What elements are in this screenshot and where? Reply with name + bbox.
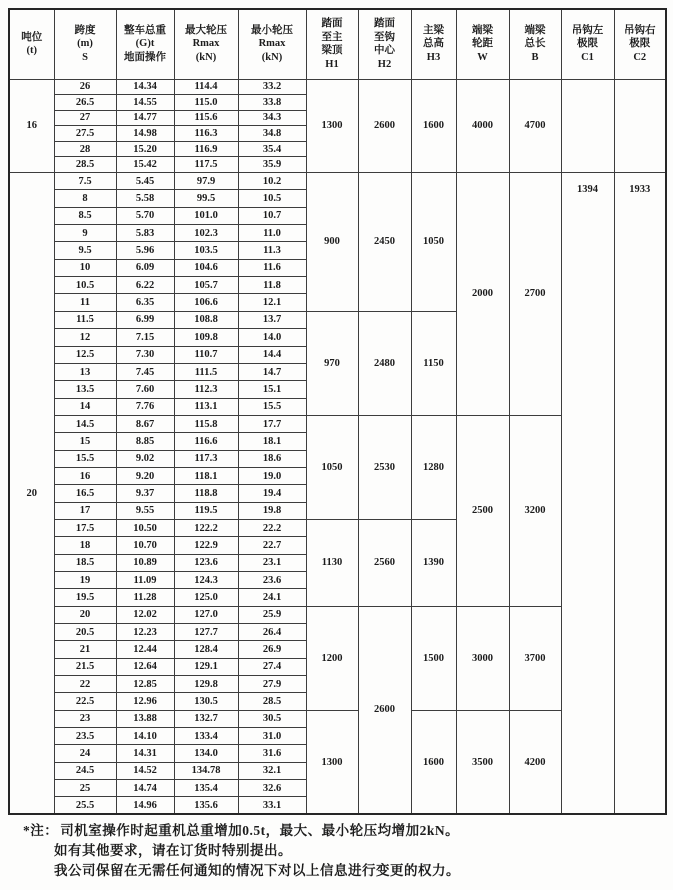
spec-cell: 16.5 <box>54 485 116 502</box>
spec-cell: 10.2 <box>238 173 306 190</box>
spec-cell: 10.70 <box>116 537 174 554</box>
spec-cell: 4200 <box>509 710 561 814</box>
spec-cell: 116.3 <box>174 126 238 142</box>
spec-cell: 10.50 <box>116 519 174 536</box>
spec-cell: 14.77 <box>116 110 174 126</box>
spec-cell: 9.5 <box>54 242 116 259</box>
spec-cell: 1600 <box>411 79 456 173</box>
table-body <box>9 79 666 814</box>
spec-cell: 124.3 <box>174 571 238 588</box>
spec-cell: 27.4 <box>238 658 306 675</box>
footnote-line-1 <box>23 821 460 841</box>
spec-cell: 12.02 <box>116 606 174 623</box>
spec-cell: 15.5 <box>54 450 116 467</box>
spec-cell: 1130 <box>306 519 358 606</box>
spec-cell: 18.1 <box>238 433 306 450</box>
spec-cell: 13.7 <box>238 311 306 328</box>
spec-cell: 12 <box>54 329 116 346</box>
spec-cell: 127.0 <box>174 606 238 623</box>
spec-cell: 113.1 <box>174 398 238 415</box>
spec-cell: 129.8 <box>174 676 238 693</box>
spec-cell: 122.9 <box>174 537 238 554</box>
spec-cell: 22.5 <box>54 693 116 710</box>
footnote-line-3: 我公司保留在无需任何通知的情况下对以上信息进行变更的权力。 <box>54 863 460 878</box>
spec-cell: 111.5 <box>174 363 238 380</box>
spec-cell: 7.30 <box>116 346 174 363</box>
table-row <box>9 79 666 95</box>
spec-cell: 8.85 <box>116 433 174 450</box>
column-header-c2: 吊钩右 极限 C2 <box>614 9 666 79</box>
spec-cell: 1390 <box>411 519 456 606</box>
spec-cell: 102.3 <box>174 225 238 242</box>
spec-cell: 1500 <box>411 606 456 710</box>
spec-cell: 24.5 <box>54 762 116 779</box>
spec-cell: 119.5 <box>174 502 238 519</box>
spec-cell: 110.7 <box>174 346 238 363</box>
spec-cell: 134.0 <box>174 745 238 762</box>
spec-cell: 31.6 <box>238 745 306 762</box>
spec-cell: 26.9 <box>238 641 306 658</box>
footnote-line-2: 如有其他要求，请在订货时特别提出。 <box>54 843 292 858</box>
column-header-h2: 踏面 至钩 中心 H2 <box>358 9 411 79</box>
spec-cell: 14 <box>54 398 116 415</box>
spec-cell: 2000 <box>456 173 509 416</box>
spec-cell: 103.5 <box>174 242 238 259</box>
column-header-h3: 主梁 总高 H3 <box>411 9 456 79</box>
spec-cell: 34.8 <box>238 126 306 142</box>
spec-cell: 2600 <box>358 606 411 814</box>
spec-cell: 33.1 <box>238 797 306 814</box>
spec-cell: 9.20 <box>116 467 174 484</box>
spec-cell: 3000 <box>456 606 509 710</box>
spec-cell: 12.44 <box>116 641 174 658</box>
spec-cell: 104.6 <box>174 259 238 276</box>
footnote-text-1: 司机室操作时起重机总重增加0.5t，最大、最小轮压均增加2kN。 <box>60 823 460 838</box>
spec-cell: 133.4 <box>174 728 238 745</box>
column-header-b: 端梁 总长 B <box>509 9 561 79</box>
spec-cell: 12.1 <box>238 294 306 311</box>
spec-cell: 13 <box>54 363 116 380</box>
spec-cell: 32.1 <box>238 762 306 779</box>
spec-cell: 128.4 <box>174 641 238 658</box>
spec-cell: 129.1 <box>174 658 238 675</box>
column-header-h1: 踏面 至主 梁顶 H1 <box>306 9 358 79</box>
tonnage-cell: 20 <box>9 173 54 815</box>
spec-cell: 14.98 <box>116 126 174 142</box>
spec-cell: 28.5 <box>238 693 306 710</box>
spec-cell: 5.70 <box>116 207 174 224</box>
spec-cell: 122.2 <box>174 519 238 536</box>
spec-cell: 17.5 <box>54 519 116 536</box>
spec-cell: 6.09 <box>116 259 174 276</box>
column-header-total-weight: 整车总重 (G)t 地面操作 <box>116 9 174 79</box>
spec-cell: 14.7 <box>238 363 306 380</box>
spec-cell: 23.1 <box>238 554 306 571</box>
spec-cell: 14.74 <box>116 780 174 797</box>
spec-cell: 2700 <box>509 173 561 416</box>
spec-cell: 2600 <box>358 79 411 173</box>
spec-cell: 35.9 <box>238 157 306 173</box>
spec-cell: 14.5 <box>54 415 116 432</box>
spec-cell: 15.5 <box>238 398 306 415</box>
spec-cell: 116.6 <box>174 433 238 450</box>
spec-cell <box>614 79 666 173</box>
spec-cell: 1280 <box>411 415 456 519</box>
spec-cell: 14.0 <box>238 329 306 346</box>
spec-cell: 19 <box>54 571 116 588</box>
spec-cell: 134.78 <box>174 762 238 779</box>
spec-cell: 6.99 <box>116 311 174 328</box>
spec-cell: 30.5 <box>238 710 306 727</box>
spec-cell: 118.1 <box>174 467 238 484</box>
spec-cell: 4000 <box>456 79 509 173</box>
spec-cell: 18 <box>54 537 116 554</box>
spec-cell: 1300 <box>306 79 358 173</box>
footnote-prefix: *注： <box>23 823 59 838</box>
spec-cell: 14.96 <box>116 797 174 814</box>
spec-cell: 26 <box>54 79 116 95</box>
spec-cell: 9 <box>54 225 116 242</box>
spec-cell: 10 <box>54 259 116 276</box>
spec-cell: 13.5 <box>54 381 116 398</box>
spec-cell: 15.1 <box>238 381 306 398</box>
spec-cell: 109.8 <box>174 329 238 346</box>
spec-cell: 14.10 <box>116 728 174 745</box>
spec-cell: 1300 <box>306 710 358 814</box>
spec-cell: 1050 <box>306 415 358 519</box>
spec-cell <box>561 79 614 173</box>
spec-cell: 4700 <box>509 79 561 173</box>
spec-cell: 14.34 <box>116 79 174 95</box>
spec-cell: 108.8 <box>174 311 238 328</box>
spec-cell: 11.8 <box>238 277 306 294</box>
spec-cell: 5.96 <box>116 242 174 259</box>
table-row <box>9 173 666 190</box>
spec-cell: 112.3 <box>174 381 238 398</box>
spec-cell: 2450 <box>358 173 411 312</box>
spec-cell: 2530 <box>358 415 411 519</box>
spec-cell: 12.96 <box>116 693 174 710</box>
spec-cell: 18.5 <box>54 554 116 571</box>
column-header-max-wheel-load: 最大轮压 Rmax (kN) <box>174 9 238 79</box>
spec-cell: 17 <box>54 502 116 519</box>
spec-cell: 3700 <box>509 606 561 710</box>
spec-cell: 17.7 <box>238 415 306 432</box>
spec-cell: 19.0 <box>238 467 306 484</box>
spec-cell: 2480 <box>358 311 411 415</box>
spec-cell: 7.45 <box>116 363 174 380</box>
spec-cell: 15.42 <box>116 157 174 173</box>
spec-cell: 8.5 <box>54 207 116 224</box>
spec-cell: 6.35 <box>116 294 174 311</box>
spec-cell: 5.83 <box>116 225 174 242</box>
spec-cell: 106.6 <box>174 294 238 311</box>
spec-cell: 12.23 <box>116 624 174 641</box>
spec-cell: 99.5 <box>174 190 238 207</box>
spec-cell: 118.8 <box>174 485 238 502</box>
spec-cell: 900 <box>306 173 358 312</box>
spec-cell: 19.8 <box>238 502 306 519</box>
spec-cell: 14.52 <box>116 762 174 779</box>
spec-cell: 28.5 <box>54 157 116 173</box>
spec-cell: 11.5 <box>54 311 116 328</box>
spec-cell: 31.0 <box>238 728 306 745</box>
spec-cell: 1600 <box>411 710 456 814</box>
spec-cell: 130.5 <box>174 693 238 710</box>
spec-cell: 117.5 <box>174 157 238 173</box>
spec-cell: 11.0 <box>238 225 306 242</box>
table-header <box>9 9 666 79</box>
spec-cell: 10.5 <box>238 190 306 207</box>
spec-cell: 5.58 <box>116 190 174 207</box>
spec-cell: 9.55 <box>116 502 174 519</box>
spec-cell: 1933 <box>614 173 666 815</box>
spec-cell: 32.6 <box>238 780 306 797</box>
spec-cell: 26.4 <box>238 624 306 641</box>
column-header-min-wheel-load: 最小轮压 Rmax (kN) <box>238 9 306 79</box>
footnotes <box>23 821 460 881</box>
spec-cell: 123.6 <box>174 554 238 571</box>
spec-cell: 10.89 <box>116 554 174 571</box>
tonnage-cell: 16 <box>9 79 54 173</box>
spec-cell: 125.0 <box>174 589 238 606</box>
spec-cell: 97.9 <box>174 173 238 190</box>
spec-cell: 22.2 <box>238 519 306 536</box>
spec-cell: 11.6 <box>238 259 306 276</box>
spec-cell: 3500 <box>456 710 509 814</box>
spec-cell: 25.5 <box>54 797 116 814</box>
spec-cell: 1394 <box>561 173 614 815</box>
spec-cell: 116.9 <box>174 141 238 157</box>
spec-cell: 35.4 <box>238 141 306 157</box>
spec-cell: 1150 <box>411 311 456 415</box>
spec-cell: 135.4 <box>174 780 238 797</box>
column-header-w: 端梁 轮距 W <box>456 9 509 79</box>
column-header-span: 跨度 (m) S <box>54 9 116 79</box>
spec-cell: 135.6 <box>174 797 238 814</box>
spec-cell: 1200 <box>306 606 358 710</box>
spec-cell: 25 <box>54 780 116 797</box>
spec-cell: 19.4 <box>238 485 306 502</box>
spec-cell: 105.7 <box>174 277 238 294</box>
spec-cell: 9.37 <box>116 485 174 502</box>
spec-cell: 7.5 <box>54 173 116 190</box>
spec-cell: 24 <box>54 745 116 762</box>
spec-cell: 14.55 <box>116 95 174 111</box>
spec-cell: 19.5 <box>54 589 116 606</box>
spec-cell: 970 <box>306 311 358 415</box>
spec-cell: 101.0 <box>174 207 238 224</box>
spec-cell: 23 <box>54 710 116 727</box>
spec-cell: 132.7 <box>174 710 238 727</box>
spec-cell: 7.60 <box>116 381 174 398</box>
spec-cell: 26.5 <box>54 95 116 111</box>
spec-cell: 12.64 <box>116 658 174 675</box>
spec-cell: 18.6 <box>238 450 306 467</box>
column-header-tonnage: 吨位 (t) <box>9 9 54 79</box>
spec-cell: 2500 <box>456 415 509 606</box>
spec-cell: 23.6 <box>238 571 306 588</box>
spec-cell: 11 <box>54 294 116 311</box>
spec-cell: 33.8 <box>238 95 306 111</box>
spec-cell: 25.9 <box>238 606 306 623</box>
spec-cell: 2560 <box>358 519 411 606</box>
spec-cell: 22 <box>54 676 116 693</box>
spec-cell: 5.45 <box>116 173 174 190</box>
spec-cell: 10.7 <box>238 207 306 224</box>
spec-cell: 14.4 <box>238 346 306 363</box>
header-row <box>9 9 666 79</box>
spec-cell: 114.4 <box>174 79 238 95</box>
spec-cell: 20.5 <box>54 624 116 641</box>
spec-cell: 23.5 <box>54 728 116 745</box>
spec-cell: 115.8 <box>174 415 238 432</box>
spec-cell: 11.09 <box>116 571 174 588</box>
spec-cell: 3200 <box>509 415 561 606</box>
spec-cell: 27.9 <box>238 676 306 693</box>
spec-cell: 8 <box>54 190 116 207</box>
spec-cell: 7.76 <box>116 398 174 415</box>
spec-cell: 22.7 <box>238 537 306 554</box>
crane-spec-table <box>8 8 667 815</box>
spec-cell: 15.20 <box>116 141 174 157</box>
spec-cell: 14.31 <box>116 745 174 762</box>
spec-cell: 12.85 <box>116 676 174 693</box>
spec-cell: 27 <box>54 110 116 126</box>
spec-cell: 12.5 <box>54 346 116 363</box>
spec-cell: 24.1 <box>238 589 306 606</box>
spec-cell: 13.88 <box>116 710 174 727</box>
spec-cell: 11.28 <box>116 589 174 606</box>
spec-cell: 8.67 <box>116 415 174 432</box>
spec-cell: 127.7 <box>174 624 238 641</box>
spec-cell: 21.5 <box>54 658 116 675</box>
column-header-c1: 吊钩左 极限 C1 <box>561 9 614 79</box>
spec-cell: 7.15 <box>116 329 174 346</box>
spec-cell: 115.0 <box>174 95 238 111</box>
spec-cell: 34.3 <box>238 110 306 126</box>
spec-cell: 21 <box>54 641 116 658</box>
spec-cell: 10.5 <box>54 277 116 294</box>
spec-cell: 33.2 <box>238 79 306 95</box>
spec-cell: 20 <box>54 606 116 623</box>
spec-cell: 115.6 <box>174 110 238 126</box>
spec-cell: 11.3 <box>238 242 306 259</box>
spec-cell: 1050 <box>411 173 456 312</box>
spec-cell: 27.5 <box>54 126 116 142</box>
spec-cell: 28 <box>54 141 116 157</box>
spec-cell: 9.02 <box>116 450 174 467</box>
spec-cell: 117.3 <box>174 450 238 467</box>
spec-cell: 15 <box>54 433 116 450</box>
spec-cell: 16 <box>54 467 116 484</box>
spec-cell: 6.22 <box>116 277 174 294</box>
